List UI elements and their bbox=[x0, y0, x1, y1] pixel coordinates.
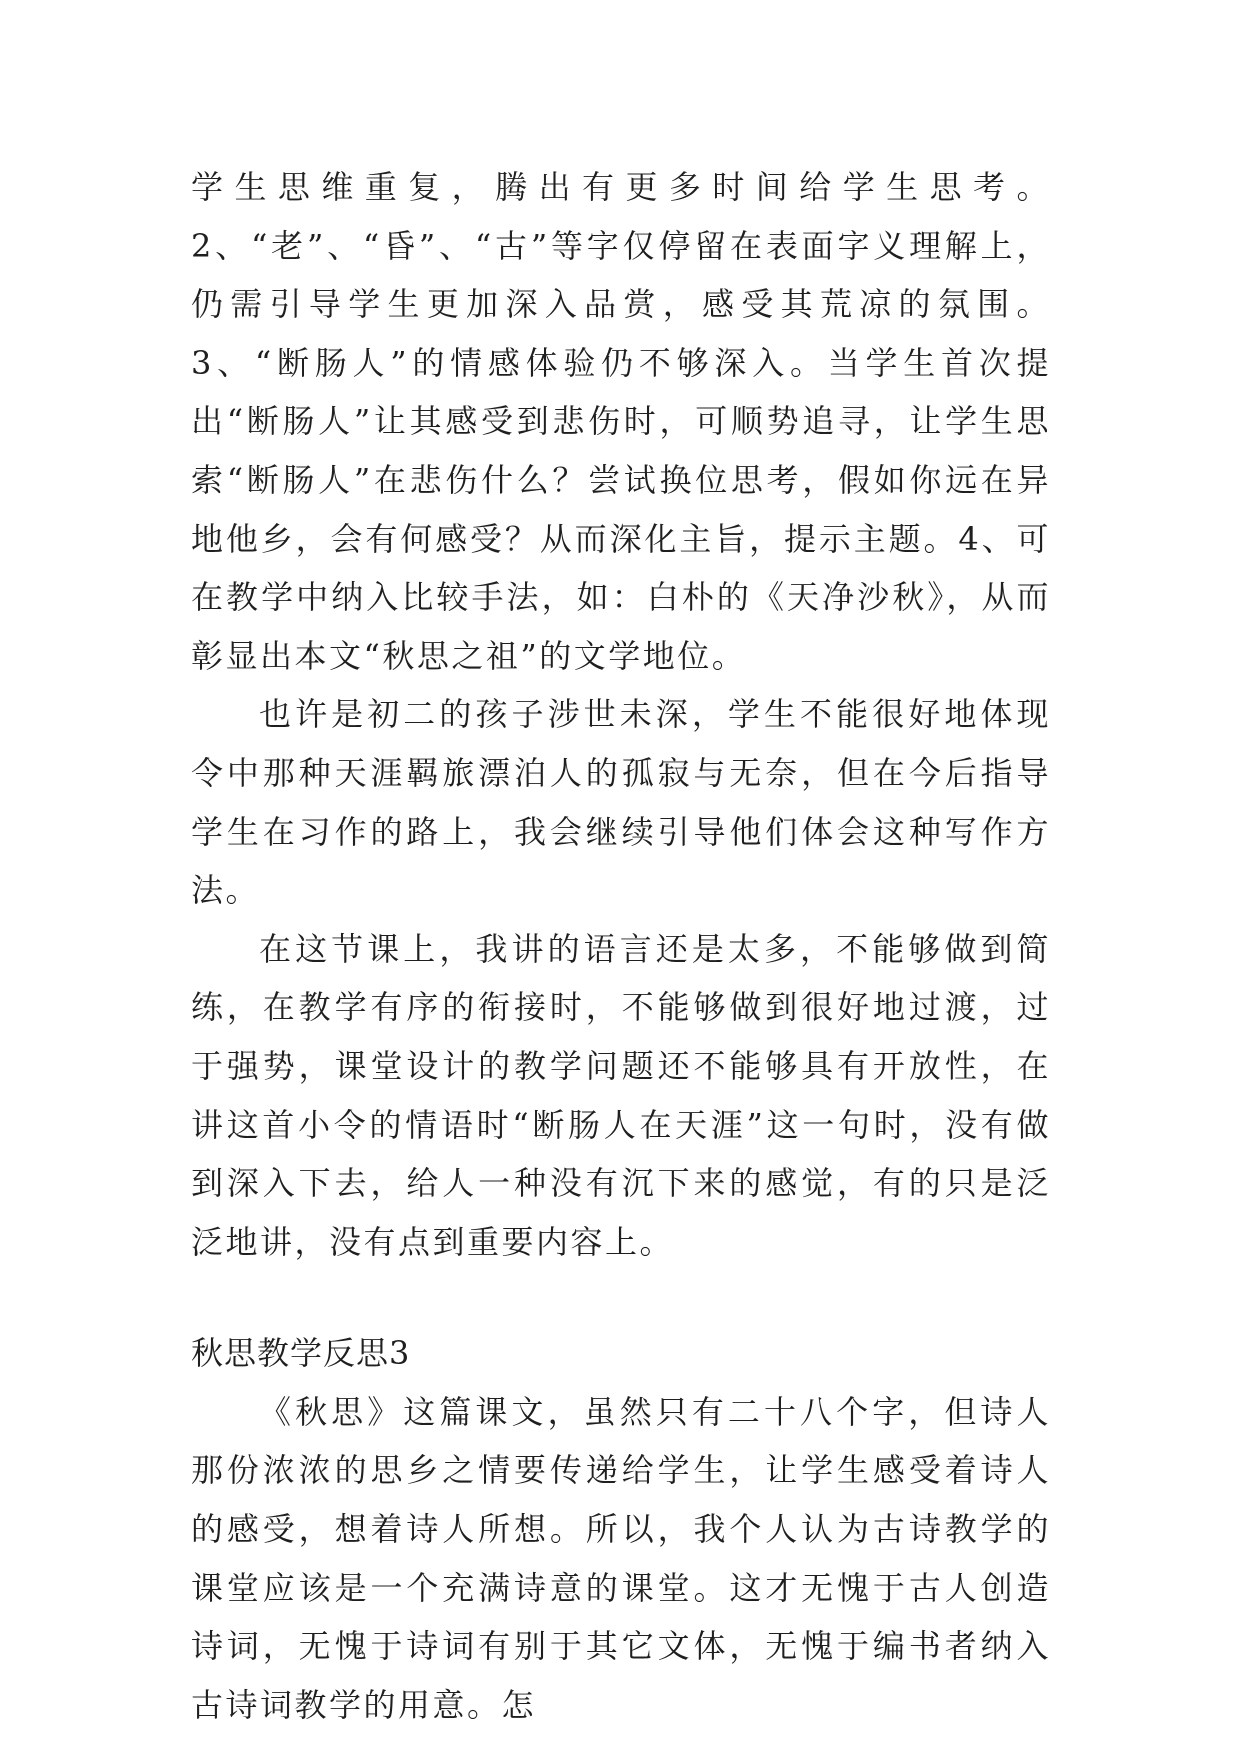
paragraph: 在这节课上，我讲的语言还是太多，不能够做到简练，在教学有序的衔接时，不能够做到很好地过渡，过于强势，课堂设计的教学问题还不能够具有开放性，在讲这首小令的情语时“断肠人在天涯”这一句时，没有做到深入下去，给人一种没有沉下来的感觉，有的只是泛泛地讲，没有点到重要内容上。 bbox=[191, 929, 1051, 1261]
document-body bbox=[191, 158, 1051, 1734]
paragraph: 也许是初二的孩子涉世未深，学生不能很好地体现令中那种天涯羁旅漂泊人的孤寂与无奈，但在今后指导学生在习作的路上，我会继续引导他们体会这种写作方法。 bbox=[191, 695, 1051, 910]
paragraph-continued: 学生思维重复，腾出有更多时间给学生思考。2、“老”、“昏”、“古”等字仅停留在表面字义理解上，仍需引导学生更加深入品赏，感受其荒凉的氛围。3、“断肠人”的情感体验仍不够深入。当学生首次提出“断肠人”让其感受到悲伤时，可顺势追寻，让学生思索“断肠人”在悲伤什么？尝试换位思考，假如你远在异地他乡，会有何感受？从而深化主旨，提示主题。4、可在教学中纳入比较手法，如：白朴的《天净沙秋》，从而彰显出本文“秋思之祖”的文学地位。 bbox=[191, 168, 1051, 675]
paragraph: 《秋思》这篇课文，虽然只有二十八个字，但诗人那份浓浓的思乡之情要传递给学生，让学生感受着诗人的感受，想着诗人所想。所以，我个人认为古诗教学的课堂应该是一个充满诗意的课堂。这才无愧于古人创造诗词，无愧于诗词有别于其它文体，无愧于编书者纳入古诗词教学的用意。怎 bbox=[191, 1392, 1051, 1724]
section-heading: 秋思教学反思3 bbox=[191, 1334, 411, 1373]
